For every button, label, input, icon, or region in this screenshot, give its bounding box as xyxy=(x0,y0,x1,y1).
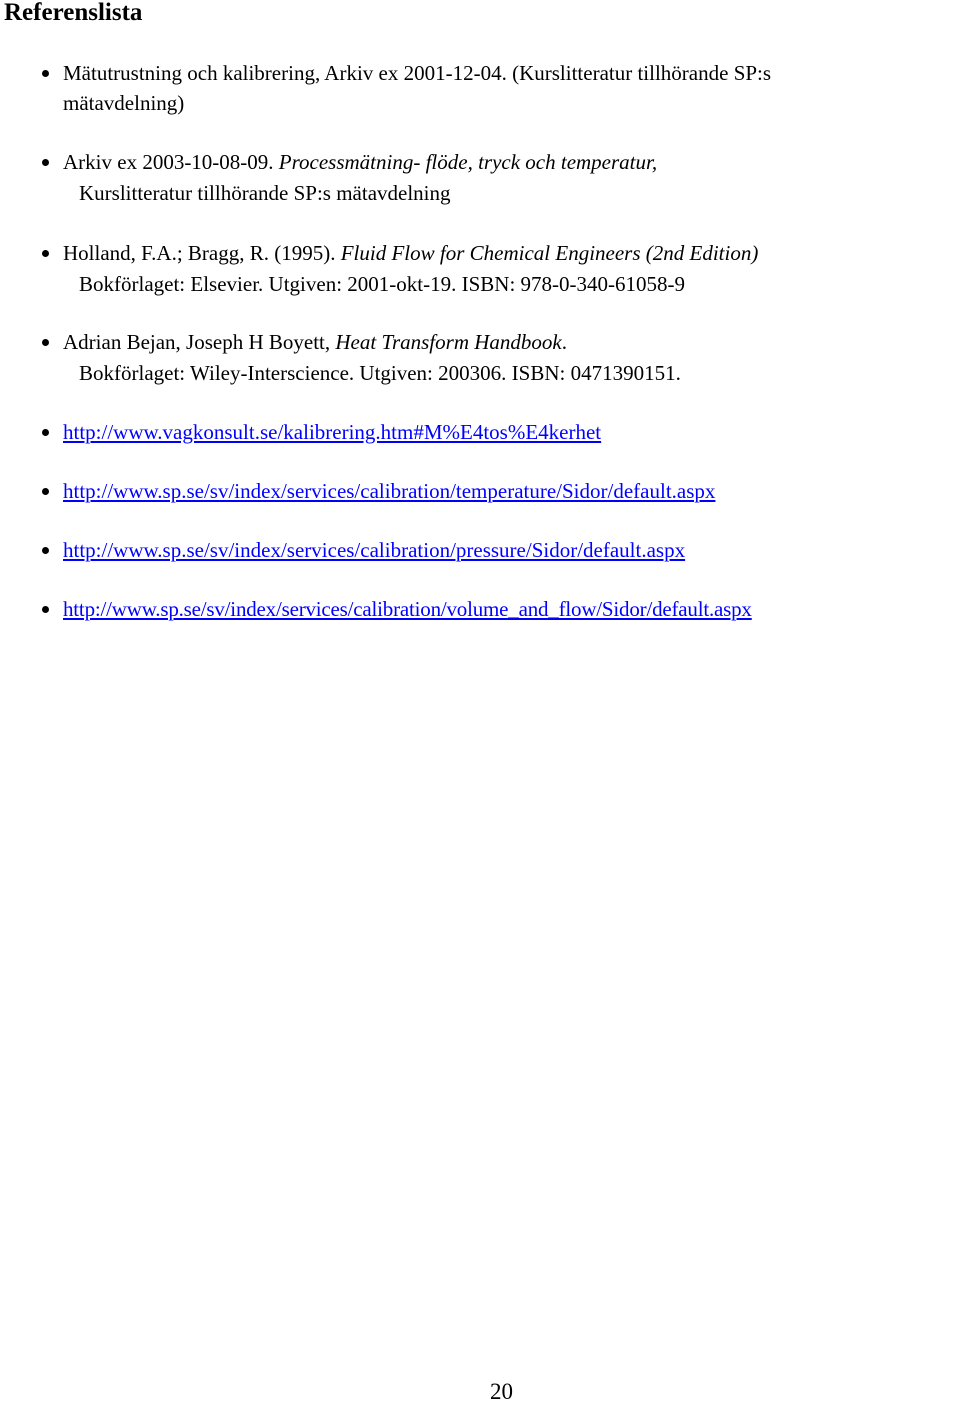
bullet-icon xyxy=(42,250,49,257)
reference-text-line: mätavdelning) xyxy=(63,91,185,115)
reference-link[interactable]: http://www.sp.se/sv/index/services/calibration/temperature/Sidor/default.aspx xyxy=(63,479,716,503)
reference-authors: Arkiv ex 2003-10-08-09. xyxy=(63,150,279,174)
reference-title: Fluid Flow for Chemical Engineers (2nd Edition) xyxy=(340,241,759,265)
bullet-icon xyxy=(42,339,49,346)
reference-text-line: Bokförlaget: Elsevier. Utgiven: 2001-okt-19. ISBN: 978-0-340-61058-9 xyxy=(79,272,685,296)
reference-text-line: Kurslitteratur tillhörande SP:s mätavdelning xyxy=(79,181,451,205)
page-heading: Referenslista xyxy=(4,0,143,26)
bullet-icon xyxy=(42,429,49,436)
reference-text-line xyxy=(63,327,567,357)
reference-punctuation: . xyxy=(561,330,567,354)
bullet-icon xyxy=(42,159,49,166)
reference-text-line xyxy=(63,238,758,268)
reference-link[interactable]: http://www.sp.se/sv/index/services/calibration/volume_and_flow/Sidor/default.aspx xyxy=(63,597,752,621)
reference-link[interactable]: http://www.vagkonsult.se/kalibrering.htm#M%E4tos%E4kerhet xyxy=(63,420,602,444)
reference-link[interactable]: http://www.sp.se/sv/index/services/calibration/pressure/Sidor/default.aspx xyxy=(63,538,686,562)
reference-text-line: Mätutrustning och kalibrering, Arkiv ex 2001-12-04. (Kurslitteratur tillhörande SP:s xyxy=(63,61,772,85)
reference-title: Heat Transform Handbook xyxy=(335,330,562,354)
bullet-icon xyxy=(42,547,49,554)
reference-authors: Adrian Bejan, Joseph H Boyett, xyxy=(63,330,336,354)
bullet-icon xyxy=(42,70,49,77)
page-number: 20 xyxy=(490,1379,513,1404)
reference-text-line: Bokförlaget: Wiley-Interscience. Utgiven: 200306. ISBN: 0471390151. xyxy=(79,361,681,385)
bullet-icon xyxy=(42,488,49,495)
bullet-icon xyxy=(42,606,49,613)
reference-text-line xyxy=(63,147,657,177)
reference-title: Processmätning- flöde, tryck och temperatur, xyxy=(278,150,658,174)
reference-authors: Holland, F.A.; Bragg, R. (1995). xyxy=(63,241,341,265)
